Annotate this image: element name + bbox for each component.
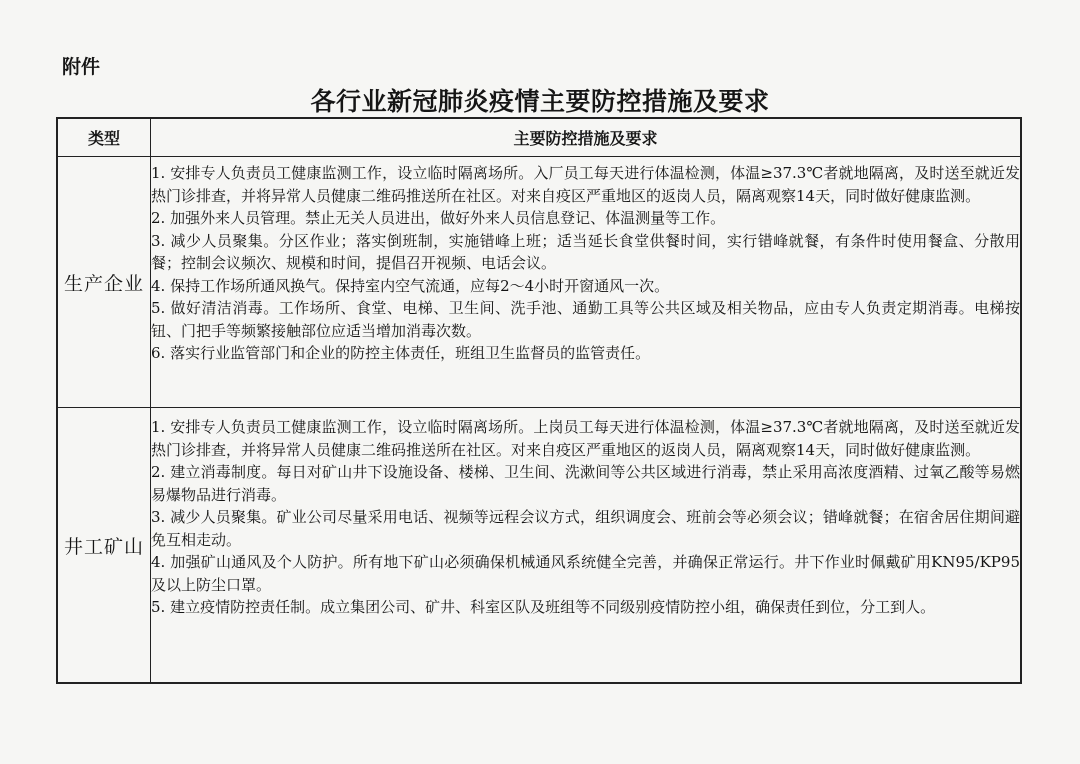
measure-item: 4. 保持工作场所通风换气。保持室内空气流通，应每2～4小时开窗通风一次。 (151, 276, 670, 295)
industry-type-cell: 井工矿山 (57, 408, 151, 684)
table-row (57, 157, 1021, 408)
header-measures: 主要防控措施及要求 (151, 118, 1022, 157)
header-type: 类型 (57, 118, 151, 157)
industry-type-cell: 生产企业 (57, 157, 151, 408)
measure-item: 5. 建立疫情防控责任制。成立集团公司、矿井、科室区队及班组等不同级别疫情防控小组，确保责任到位，分工到人。 (151, 598, 936, 616)
table-header-row (57, 118, 1021, 157)
measure-item: 2. 加强外来人员管理。禁止无关人员进出，做好外来人员信息登记、体温测量等工作。 (151, 209, 726, 227)
measure-item: 2. 建立消毒制度。每日对矿山井下设施设备、楼梯、卫生间、洗漱间等公共区域进行消毒，禁止采用高浓度酒精、过氧乙酸等易燃易爆物品进行消毒。 (151, 463, 1020, 504)
measures-cell (151, 157, 1022, 408)
measure-item: 1. 安排专人负责员工健康监测工作，设立临时隔离场所。上岗员工每天进行体温检测，体温≥37.3℃者就地隔离，及时送至就近发热门诊排查，并将异常人员健康二维码推送所在社区。对来自疫区严重地区的返岗人员，隔离观察14天，同时做好健康监测。 (151, 418, 1020, 459)
measure-item: 3. 减少人员聚集。分区作业；落实倒班制，实施错峰上班；适当延长食堂供餐时间，实行错峰就餐，有条件时使用餐盒、分散用餐；控制会议频次、规模和时间，提倡召开视频、电话会议。 (151, 231, 1020, 272)
measure-item: 5. 做好清洁消毒。工作场所、食堂、电梯、卫生间、洗手池、通勤工具等公共区域及相关物品，应由专人负责定期消毒。电梯按钮、门把手等频繁接触部位应适当增加消毒次数。 (151, 299, 1020, 340)
measure-item: 6. 落实行业监管部门和企业的防控主体责任，班组卫生监督员的监管责任。 (151, 344, 651, 362)
measures-table (56, 117, 1022, 684)
measures-list (151, 408, 1020, 619)
measure-item: 3. 减少人员聚集。矿业公司尽量采用电话、视频等远程会议方式，组织调度会、班前会等必须会议；错峰就餐；在宿舍居住期间避免互相走动。 (151, 508, 1020, 549)
measures-cell (151, 408, 1022, 684)
measures-list (151, 157, 1020, 365)
measure-item: 4. 加强矿山通风及个人防护。所有地下矿山必须确保机械通风系统健全完善，并确保正常运行。井下作业时佩戴矿用KN95/KP95及以上防尘口罩。 (151, 553, 1020, 594)
attachment-label: 附件 (62, 56, 101, 78)
measure-item: 1. 安排专人负责员工健康监测工作，设立临时隔离场所。入厂员工每天进行体温检测，体温≥37.3℃者就地隔离，及时送至就近发热门诊排查，并将异常人员健康二维码推送所在社区。对来自疫区严重地区的返岗人员，隔离观察14天，同时做好健康监测。 (151, 164, 1020, 205)
table-row (57, 408, 1021, 684)
document-title: 各行业新冠肺炎疫情主要防控措施及要求 (310, 87, 770, 116)
